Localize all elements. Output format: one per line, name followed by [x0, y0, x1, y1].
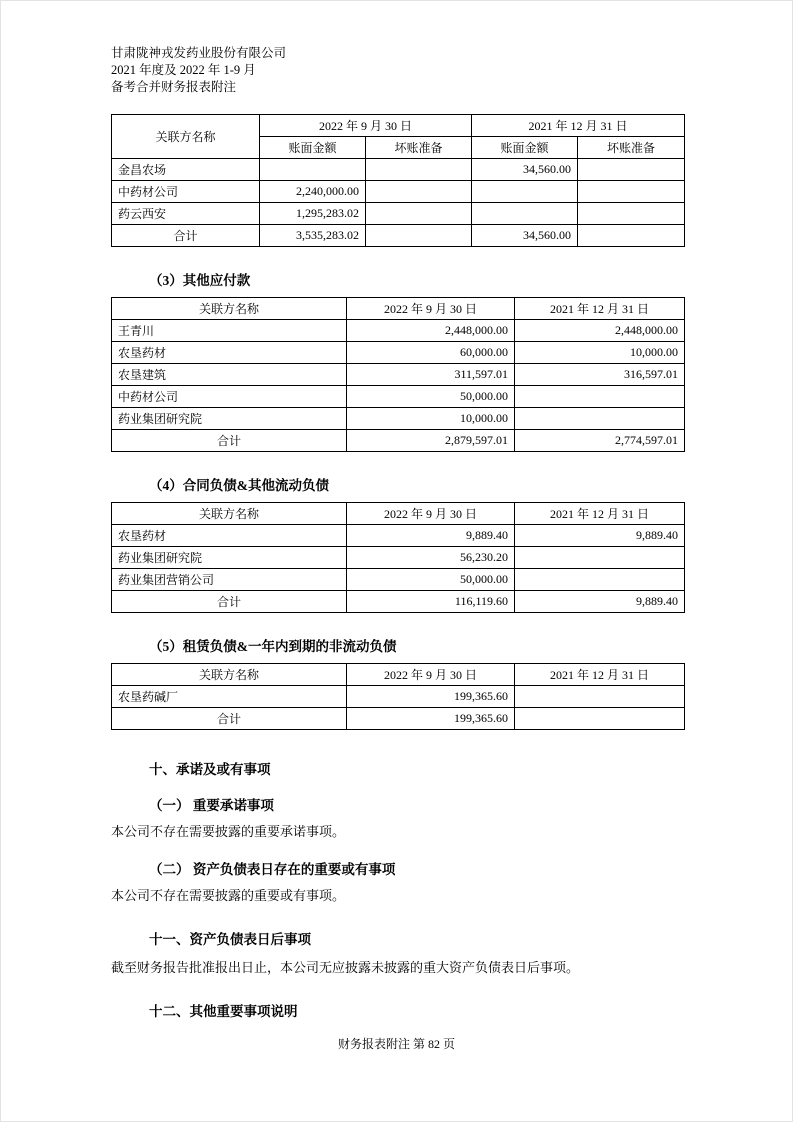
- table-row: [112, 408, 685, 430]
- amount-cell: 50,000.00: [347, 386, 515, 408]
- related-party-balances-table-wrap: [111, 114, 682, 247]
- col-header-party-name: 关联方名称: [112, 664, 347, 686]
- col-header-bad-debt: 坏账准备: [366, 137, 472, 159]
- other-payables-table: [111, 297, 685, 452]
- col-header-date-2022: 2022 年 9 月 30 日: [347, 664, 515, 686]
- col-header-party-name: 关联方名称: [112, 298, 347, 320]
- table-row: [112, 181, 685, 203]
- table-total-row: [112, 708, 685, 730]
- amount-cell: 2,774,597.01: [515, 430, 685, 452]
- table-row: [112, 569, 685, 591]
- table-row: [112, 386, 685, 408]
- company-name: 甘肃陇神戎发药业股份有限公司: [111, 46, 287, 60]
- table-row: [112, 203, 685, 225]
- amount-cell: [578, 181, 685, 203]
- amount-cell: [578, 159, 685, 181]
- party-name-cell: 农垦药材: [112, 525, 347, 547]
- party-name-cell: 农垦建筑: [112, 364, 347, 386]
- amount-cell: 199,365.60: [347, 708, 515, 730]
- amount-cell: 2,240,000.00: [260, 181, 366, 203]
- amount-cell: [366, 159, 472, 181]
- other-payables-table-wrap: [111, 297, 682, 452]
- amount-cell: 10,000.00: [347, 408, 515, 430]
- party-name-cell: 合计: [112, 430, 347, 452]
- heading-post-balance-sheet-events: 十一、资产负债表日后事项: [149, 932, 311, 947]
- paragraph-important-commitments: 本公司不存在需要披露的重要承诺事项。: [111, 824, 346, 839]
- amount-cell: 56,230.20: [347, 547, 515, 569]
- table-row: [112, 364, 685, 386]
- amount-cell: [260, 159, 366, 181]
- amount-cell: 116,119.60: [347, 591, 515, 613]
- heading-contingencies-balance-sheet-date: （二） 资产负债表日存在的重要或有事项: [149, 862, 396, 877]
- amount-cell: [472, 203, 578, 225]
- col-header-date-2022: 2022 年 9 月 30 日: [260, 115, 472, 137]
- amount-cell: [515, 708, 685, 730]
- party-name-cell: 合计: [112, 591, 347, 613]
- amount-cell: [578, 203, 685, 225]
- col-header-party-name: 关联方名称: [112, 115, 260, 159]
- heading-commitments-contingencies: 十、承诺及或有事项: [149, 762, 271, 777]
- amount-cell: 9,889.40: [515, 525, 685, 547]
- amount-cell: 9,889.40: [515, 591, 685, 613]
- col-header-book-amount: 账面金额: [260, 137, 366, 159]
- amount-cell: [515, 686, 685, 708]
- amount-cell: 2,448,000.00: [515, 320, 685, 342]
- table-row: [112, 547, 685, 569]
- amount-cell: [366, 181, 472, 203]
- party-name-cell: 药业集团研究院: [112, 547, 347, 569]
- col-header-book-amount: 账面金额: [472, 137, 578, 159]
- party-name-cell: 农垦药材: [112, 342, 347, 364]
- table-row: [112, 320, 685, 342]
- amount-cell: 1,295,283.02: [260, 203, 366, 225]
- heading-other-important-matters: 十二、其他重要事项说明: [149, 1004, 298, 1019]
- party-name-cell: 合计: [112, 708, 347, 730]
- section-heading-lease-liabilities: （5）租赁负债&一年内到期的非流动负债: [149, 639, 397, 654]
- party-name-cell: 王青川: [112, 320, 347, 342]
- table-total-row: [112, 430, 685, 452]
- report-title: 备考合并财务报表附注: [111, 80, 237, 94]
- party-name-cell: 药业集团营销公司: [112, 569, 347, 591]
- contract-liabilities-table: [111, 502, 685, 613]
- amount-cell: 9,889.40: [347, 525, 515, 547]
- document-header: [111, 45, 682, 96]
- party-name-cell: 中药材公司: [112, 386, 347, 408]
- table-total-row: [112, 225, 685, 247]
- lease-liabilities-table: [111, 663, 685, 730]
- amount-cell: [472, 181, 578, 203]
- party-name-cell: 中药材公司: [112, 181, 260, 203]
- amount-cell: [515, 547, 685, 569]
- party-name-cell: 金昌农场: [112, 159, 260, 181]
- amount-cell: 34,560.00: [472, 225, 578, 247]
- table-row: [112, 525, 685, 547]
- col-header-date-2021: 2021 年 12 月 31 日: [472, 115, 685, 137]
- page-footer: 财务报表附注 第 82 页: [337, 1037, 455, 1051]
- amount-cell: 3,535,283.02: [260, 225, 366, 247]
- amount-cell: [515, 386, 685, 408]
- col-header-date-2022: 2022 年 9 月 30 日: [347, 298, 515, 320]
- contract-liabilities-table-wrap: [111, 502, 682, 613]
- amount-cell: [515, 408, 685, 430]
- table-row: [112, 159, 685, 181]
- col-header-date-2021: 2021 年 12 月 31 日: [515, 503, 685, 525]
- amount-cell: 10,000.00: [515, 342, 685, 364]
- amount-cell: [366, 225, 472, 247]
- party-name-cell: 农垦药碱厂: [112, 686, 347, 708]
- amount-cell: [366, 203, 472, 225]
- col-header-date-2021: 2021 年 12 月 31 日: [515, 298, 685, 320]
- notes-section: [111, 758, 682, 1020]
- amount-cell: 34,560.00: [472, 159, 578, 181]
- paragraph-contingencies: 本公司不存在需要披露的重要或有事项。: [111, 888, 346, 903]
- party-name-cell: 合计: [112, 225, 260, 247]
- section-heading-contract-liabilities: （4）合同负债&其他流动负债: [149, 478, 329, 493]
- amount-cell: 2,448,000.00: [347, 320, 515, 342]
- lease-liabilities-table-wrap: [111, 663, 682, 730]
- table-row: [112, 686, 685, 708]
- party-name-cell: 药云西安: [112, 203, 260, 225]
- party-name-cell: 药业集团研究院: [112, 408, 347, 430]
- amount-cell: 311,597.01: [347, 364, 515, 386]
- col-header-party-name: 关联方名称: [112, 503, 347, 525]
- col-header-date-2021: 2021 年 12 月 31 日: [515, 664, 685, 686]
- heading-important-commitments: （一） 重要承诺事项: [149, 798, 274, 813]
- table-total-row: [112, 591, 685, 613]
- amount-cell: [515, 569, 685, 591]
- section-heading-other-payables: （3）其他应付款: [149, 273, 251, 288]
- amount-cell: 60,000.00: [347, 342, 515, 364]
- table-row: [112, 342, 685, 364]
- report-period: 2021 年度及 2022 年 1-9 月: [111, 63, 256, 77]
- paragraph-post-balance-sheet-events: 截至财务报告批准报出日止，本公司无应披露未披露的重大资产负债表日后事项。: [111, 960, 580, 975]
- amount-cell: 50,000.00: [347, 569, 515, 591]
- col-header-bad-debt: 坏账准备: [578, 137, 685, 159]
- amount-cell: 199,365.60: [347, 686, 515, 708]
- amount-cell: [578, 225, 685, 247]
- related-party-balances-table: [111, 114, 685, 247]
- col-header-date-2022: 2022 年 9 月 30 日: [347, 503, 515, 525]
- amount-cell: 316,597.01: [515, 364, 685, 386]
- amount-cell: 2,879,597.01: [347, 430, 515, 452]
